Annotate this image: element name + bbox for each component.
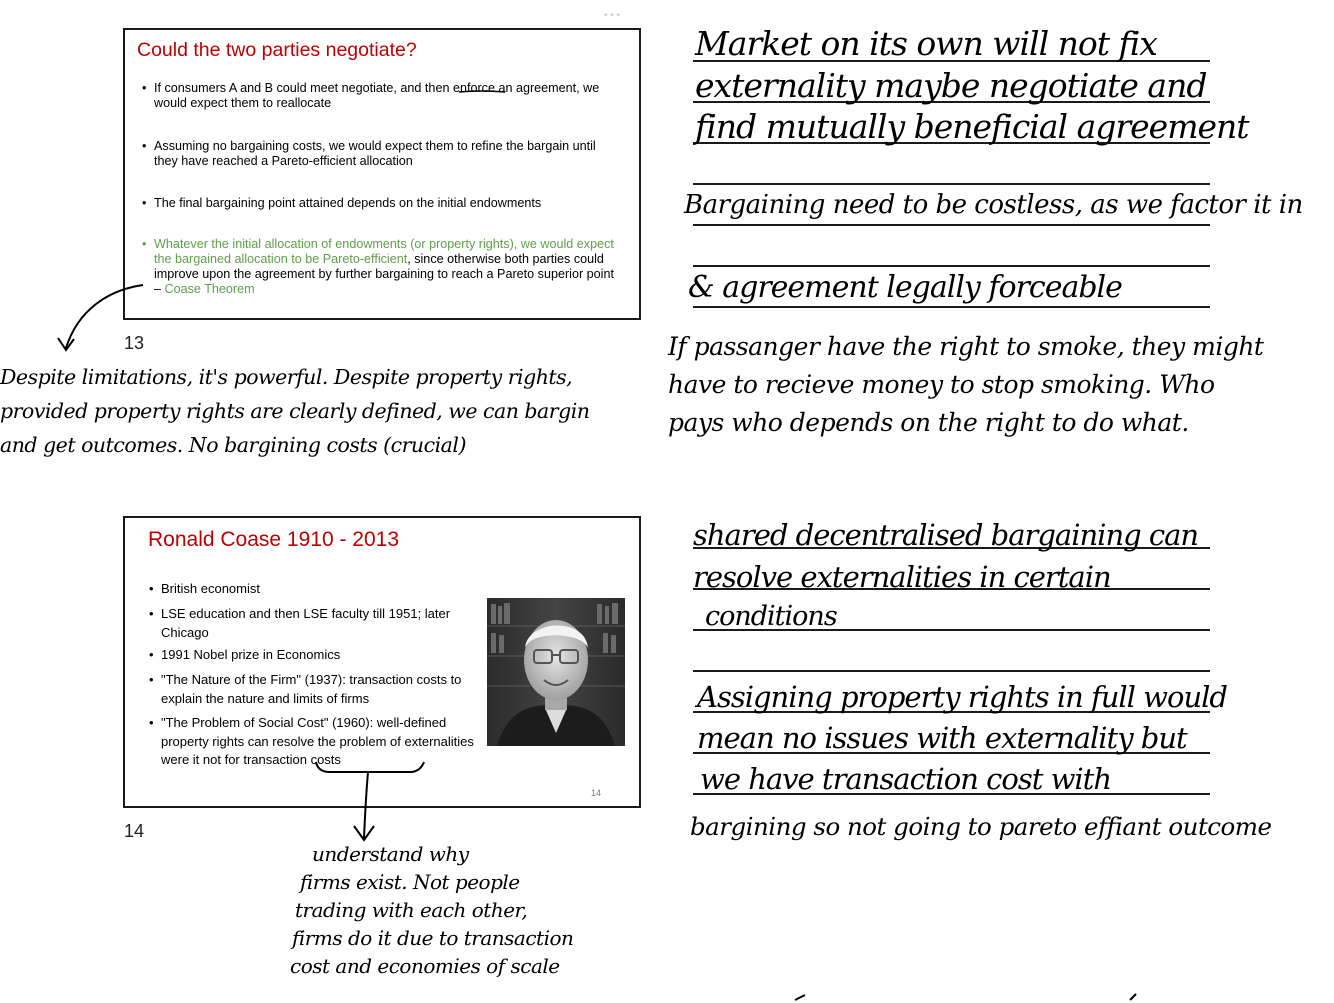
scribble-stroke <box>1130 994 1136 1000</box>
bullet-text: "The Nature of the Firm" (1937): transaction costs to explain the nature and limits of firms <box>161 672 462 706</box>
handwritten-note: externality maybe negotiate and <box>695 66 1207 105</box>
handwritten-note: firms do it due to transaction <box>292 926 574 950</box>
slide-title: Could the two parties negotiate? <box>137 39 417 61</box>
handwritten-note: & agreement legally forceable <box>688 270 1122 305</box>
coase-theorem-text: Coase Theorem <box>164 282 255 296</box>
bullet-text: "The Problem of Social Cost" (1960): well-defined property rights can resolve the problem of externalities were it not for transaction costs <box>161 715 474 767</box>
handwritten-note: shared decentralised bargaining can <box>693 518 1199 552</box>
slide-title: Ronald Coase 1910 - 2013 <box>148 528 400 551</box>
handwritten-note: resolve externalities in certain <box>693 560 1111 594</box>
bullet-dot-icon: • <box>149 672 154 687</box>
handwritten-note: we have transaction cost with <box>700 762 1111 796</box>
bullet-dot-icon: • <box>149 647 154 662</box>
window-dots-icon: • • • <box>604 10 621 21</box>
handwritten-note: understand why <box>312 842 469 866</box>
bullet-text: British economist <box>161 581 260 596</box>
handwritten-note: cost and economies of scale <box>290 954 560 978</box>
handwritten-note: Market on its own will not fix <box>695 24 1157 63</box>
handwritten-note: firms exist. Not people <box>300 870 520 894</box>
bullet-dot-icon: • <box>142 237 147 251</box>
arrow-head-icon <box>58 338 74 350</box>
bullet-text-highlight: Whatever the initial allocation of endowments (or property rights), we would expect the bargained allocation to be Pareto-efficient <box>154 237 614 266</box>
bullet-text: 1991 Nobel prize in Economics <box>161 647 341 662</box>
handwritten-note: bargining so not going to pareto effiant outcome <box>690 812 1272 841</box>
handwritten-note: trading with each other, <box>295 898 528 922</box>
underline-stroke <box>459 91 505 92</box>
slide-inner-number: 14 <box>590 788 601 798</box>
page-number: 14 <box>124 821 145 841</box>
handwritten-note: Assigning property rights in full would <box>697 680 1227 714</box>
bullet-dot-icon: • <box>149 715 154 730</box>
page-number: 13 <box>124 333 145 353</box>
handwritten-note: mean no issues with externality but <box>697 721 1187 755</box>
handwritten-note: pays who depends on the right to do what. <box>668 408 1189 437</box>
arrow-icon <box>66 285 143 348</box>
handwritten-note: have to recieve money to stop smoking. Who <box>668 370 1215 399</box>
handwritten-note: provided property rights are clearly defined, we can bargin <box>0 399 590 423</box>
handwritten-note: Bargaining need to be costless, as we factor it in <box>684 190 1303 220</box>
handwritten-note: find mutually beneficial agreement <box>695 107 1249 146</box>
scribble-stroke <box>795 995 805 1000</box>
arrow-icon <box>364 772 368 838</box>
handwritten-note: conditions <box>705 601 837 632</box>
bullet-dot-icon: • <box>149 606 154 621</box>
bullet-dot-icon: • <box>142 139 147 153</box>
bullet-text: The final bargaining point attained depends on the initial endowments <box>154 196 542 210</box>
bullet-text: , since otherwise both parties could improve upon the agreement by further bargaining to reach a Pareto superior point – <box>154 252 614 296</box>
handwritten-note: If passanger have the right to smoke, they might <box>668 332 1264 361</box>
bullet-dot-icon: • <box>142 196 147 210</box>
bracket-stroke <box>316 762 424 772</box>
bullet-text: If consumers A and B could meet negotiate, and then enforce an agreement, we would expect them to reallocate <box>154 81 600 110</box>
bullet-text: LSE education and then LSE faculty till 1951; later Chicago <box>161 606 451 640</box>
bullet-dot-icon: • <box>142 81 147 95</box>
handwritten-note: Despite limitations, it's powerful. Despite property rights, <box>0 365 573 389</box>
handwritten-note: and get outcomes. No bargining costs (crucial) <box>0 433 466 457</box>
bullet-text: Assuming no bargaining costs, we would expect them to refine the bargain until they have reached a Pareto-efficient allocation <box>154 139 596 168</box>
bullet-dot-icon: • <box>149 581 154 596</box>
